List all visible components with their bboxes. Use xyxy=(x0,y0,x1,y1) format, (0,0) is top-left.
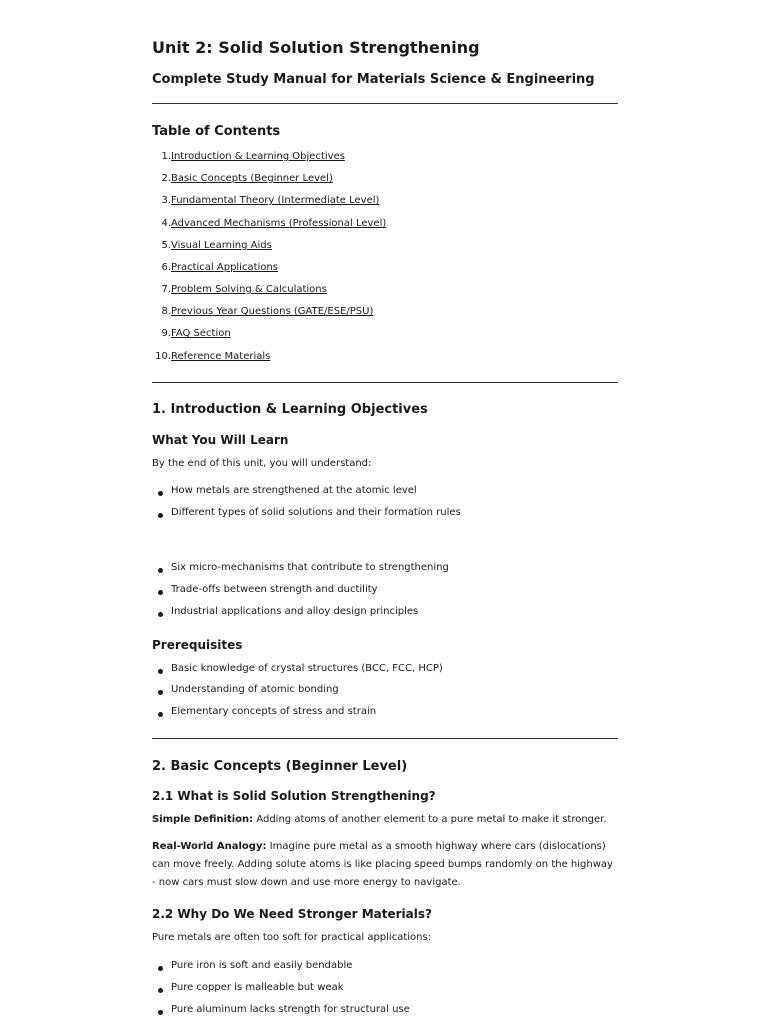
toc-item: 3.Fundamental Theory (Intermediate Level) xyxy=(161,195,380,206)
definition-label: Simple Definition: xyxy=(152,814,254,825)
toc-link-fundamental-theory[interactable]: Fundamental Theory (Intermediate Level) xyxy=(171,195,380,206)
bullet-icon xyxy=(158,712,163,717)
toc-item: 10.Reference Materials xyxy=(155,351,271,362)
toc-item: 2.Basic Concepts (Beginner Level) xyxy=(161,173,333,184)
page-subtitle: Complete Study Manual for Materials Science & Engineering xyxy=(152,72,595,87)
toc-heading: Table of Contents xyxy=(152,124,281,139)
toc-link-faq[interactable]: FAQ Section xyxy=(171,328,231,339)
divider xyxy=(152,103,618,104)
analogy-paragraph: Real-World Analogy: Imagine pure metal as a smooth highway where cars (dislocations) can move freely. Adding solute atoms is like placing speed bumps randomly on the highway - now cars must slow down and use more energy to navigate. xyxy=(152,841,613,888)
bullet-icon xyxy=(158,988,163,993)
section-heading: 2. Basic Concepts (Beginner Level) xyxy=(152,759,408,774)
bullet-icon xyxy=(158,513,163,518)
toc-link-reference-materials[interactable]: Reference Materials xyxy=(171,351,271,362)
toc-item: 4.Advanced Mechanisms (Professional Level) xyxy=(161,218,387,229)
toc-link-advanced-mechanisms[interactable]: Advanced Mechanisms (Professional Level) xyxy=(171,218,387,229)
subsection-heading: 2.2 Why Do We Need Stronger Materials? xyxy=(152,907,432,921)
paragraph: Pure metals are often too soft for practical applications: xyxy=(152,932,432,943)
analogy-label: Real-World Analogy: xyxy=(152,841,267,852)
toc-item: 8.Previous Year Questions (GATE/ESE/PSU) xyxy=(161,306,374,317)
toc-link-introduction[interactable]: Introduction & Learning Objectives xyxy=(171,151,345,162)
bullet-icon xyxy=(158,612,163,617)
toc-link-basic-concepts[interactable]: Basic Concepts (Beginner Level) xyxy=(171,173,333,184)
toc-item: 7.Problem Solving & Calculations xyxy=(161,284,327,295)
subsection-heading: 2.1 What is Solid Solution Strengthening? xyxy=(152,789,436,803)
toc-link-previous-year-questions[interactable]: Previous Year Questions (GATE/ESE/PSU) xyxy=(171,306,374,317)
subsection-heading: What You Will Learn xyxy=(152,433,289,447)
divider xyxy=(152,738,618,739)
document-page: Unit 2: Solid Solution Strengthening Complete Study Manual for Materials Science & Engineering Table of Contents 1.Introduction & Learning Objectives 2.Basic Concepts (Beginner Level) 3.Fundamental Theory (Intermediate Level) 4.Advanced Mechanisms (Professional Level) 5.Visual Learning Aids 6.Practical Applications 7.Problem Solving & Calculations 8.Previous Year Questions (GATE/ESE/PSU) 9.FAQ Section 10.Reference Materials 1. Introduction & Learning Objectives What You Will Learn By the end of this unit, you will understand: How metals are strengthened at the atomic level Different types of solid solutions and their formation rules Six micro-mechanisms that contribute to strengthening Trade-offs between strength and ductility Industrial applications and alloy design principles Prerequisites Basic knowledge of crystal structures (BCC, FCC, HCP) Understanding of atomic bonding Elementary concepts of stress and strain 2. Basic Concepts (Beginner Level) 2.1 What is Solid Solution Strengthening? Simple Definition: Adding atoms of another element to a pure metal to make it stronger. Real-World Analogy: Imagine pure metal as a smooth highway where cars (dislocations) can move freely. Adding solute atoms is like placing speed bumps randomly on the highway - now cars must slow down and use more energy to navigate. 2.2 Why Do We Need Stronger Materials? Pure metals are often too soft for practical applications: Pure iron is soft and easily bendable Pure copper is malleable but weak Pure aluminum lacks strength for structural use xyxy=(0,0,768,1024)
bullet-icon xyxy=(158,491,163,496)
divider xyxy=(152,382,618,383)
paragraph: By the end of this unit, you will understand: xyxy=(152,458,372,469)
bullet-icon xyxy=(158,1010,163,1015)
toc-link-practical-applications[interactable]: Practical Applications xyxy=(171,262,278,273)
subsection-heading: Prerequisites xyxy=(152,638,243,652)
section-heading: 1. Introduction & Learning Objectives xyxy=(152,402,428,417)
definition-paragraph: Simple Definition: Adding atoms of another element to a pure metal to make it stronger. xyxy=(152,814,607,825)
bullet-icon xyxy=(158,590,163,595)
bullet-icon xyxy=(158,966,163,971)
toc-item: 5.Visual Learning Aids xyxy=(161,240,272,251)
toc-item: 6.Practical Applications xyxy=(161,262,278,273)
toc-item: 1.Introduction & Learning Objectives xyxy=(161,151,345,162)
toc-link-problem-solving[interactable]: Problem Solving & Calculations xyxy=(171,284,327,295)
toc-item: 9.FAQ Section xyxy=(161,328,231,339)
page-title: Unit 2: Solid Solution Strengthening xyxy=(152,38,480,57)
bullet-icon xyxy=(158,690,163,695)
bullet-icon xyxy=(158,669,163,674)
bullet-icon xyxy=(158,568,163,573)
toc-link-visual-aids[interactable]: Visual Learning Aids xyxy=(171,240,272,251)
